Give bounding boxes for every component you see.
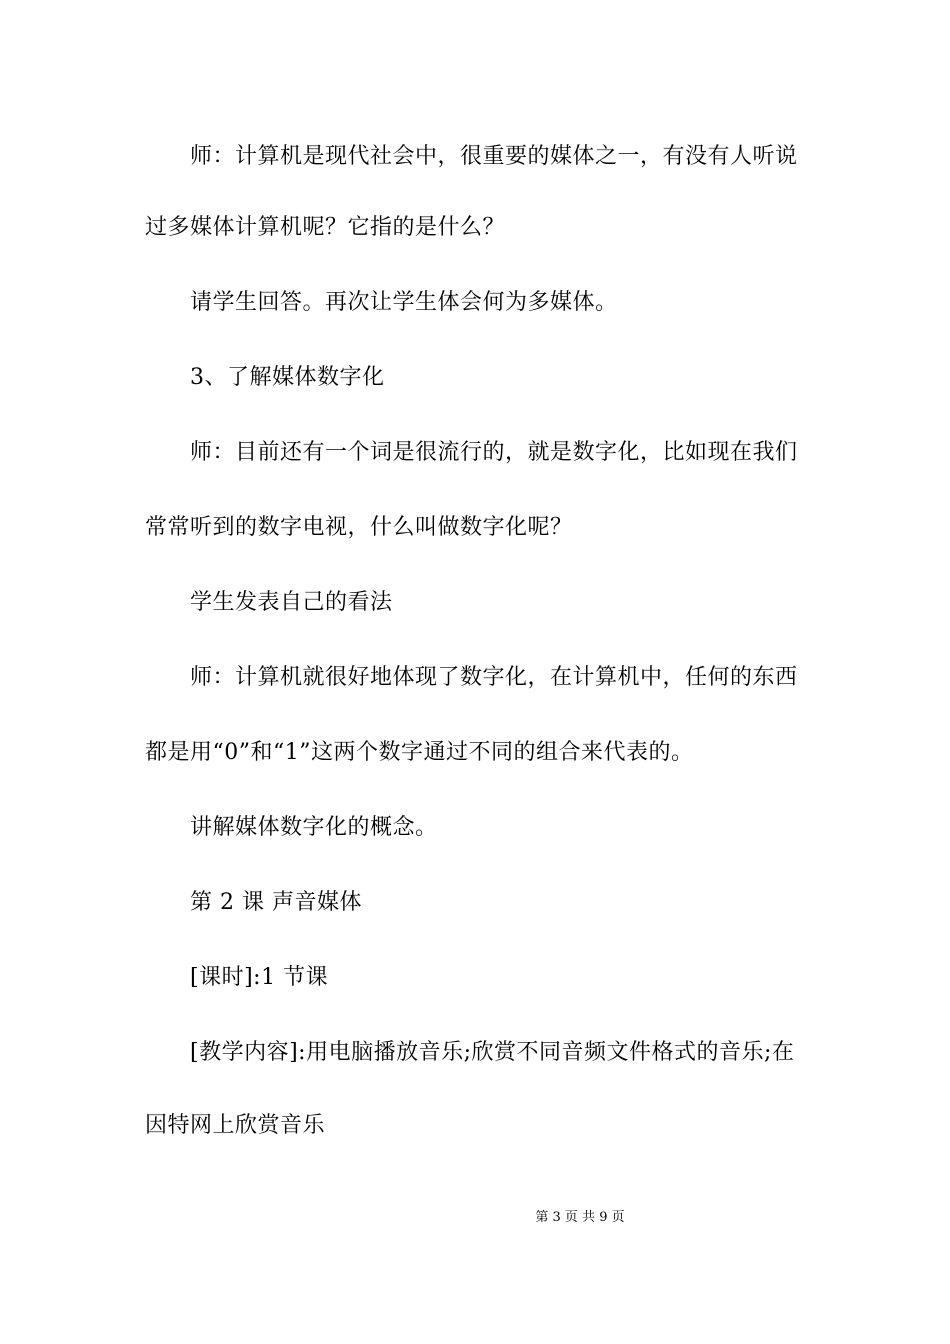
- paragraph-line: 师：计算机就很好地体现了数字化，在计算机中，任何的东西: [190, 665, 798, 690]
- lesson-content: [教学内容]:用电脑播放音乐;欣赏不同音频文件格式的音乐;在: [190, 1040, 795, 1065]
- paragraph-line: 都是用“0”和“1”这两个数字通过不同的组合来代表的。: [145, 740, 694, 765]
- paragraph-line: 常常听到的数字电视，什么叫做数字化呢？: [145, 515, 573, 540]
- lesson-content-continued: 因特网上欣赏音乐: [145, 1113, 326, 1138]
- section-heading: 3、了解媒体数字化: [190, 365, 385, 390]
- lesson-duration: [课时]:1 节课: [190, 965, 329, 990]
- paragraph-line: 讲解媒体数字化的概念。: [190, 815, 438, 840]
- lesson-title: 第 2 课 声音媒体: [190, 890, 362, 915]
- paragraph-line: 过多媒体计算机呢？它指的是什么？: [145, 215, 506, 240]
- paragraph-line: 师：计算机是现代社会中，很重要的媒体之一，有没有人听说: [190, 144, 798, 169]
- paragraph-line: 学生发表自己的看法: [190, 590, 393, 615]
- paragraph-line: 请学生回答。再次让学生体会何为多媒体。: [190, 290, 618, 315]
- paragraph-line: 师：目前还有一个词是很流行的，就是数字化，比如现在我们: [190, 440, 798, 465]
- page-number-footer: 第 3 页 共 9 页: [535, 1210, 625, 1225]
